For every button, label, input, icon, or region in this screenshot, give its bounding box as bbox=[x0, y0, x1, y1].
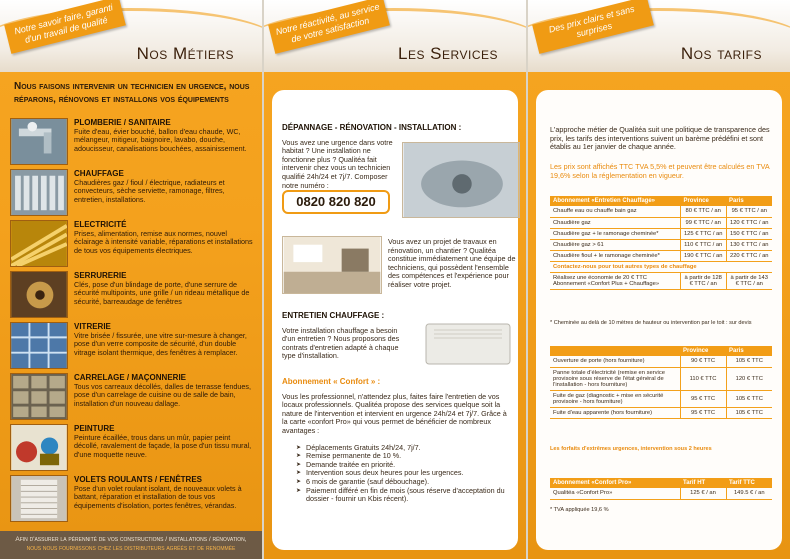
cell: Panne totale d'électricité (remise en service provisoire sous réserve de l'état général de l'installation - hors fourniture) bbox=[550, 367, 680, 390]
table-row bbox=[550, 407, 772, 418]
t3-header: Tarif TTC bbox=[726, 478, 772, 488]
t3-note: * TVA appliquée 19,6 % bbox=[550, 507, 609, 513]
metier-title: PLOMBERIE / SANITAIRE bbox=[74, 118, 171, 127]
metier-title: SERRURERIE bbox=[74, 271, 127, 280]
table-row bbox=[550, 261, 772, 272]
paint-image bbox=[10, 424, 68, 471]
cell: 120 € TTC / an bbox=[726, 217, 772, 228]
cell: à partir de 143 € TTC / an bbox=[726, 272, 772, 289]
cell: Chaudière fioul + le ramonage cheminée* bbox=[550, 250, 680, 261]
metier-title: CARRELAGE / MAÇONNERIE bbox=[74, 373, 187, 382]
table-row bbox=[550, 272, 772, 289]
benefit-item: ➤ Paiement différé en fin de mois (sous réserve d'acceptation du dossier - fournir un Kbis récent). bbox=[296, 487, 510, 504]
cell: 95 € TTC / an bbox=[726, 206, 772, 217]
depannage-text: Vous avez une urgence dans votre habitat ? Une installation ne fonctionne plus ? Qualitéa fait intervenir chez vous un technicien qualifié 24h/24 et 7j/7. Composer notre numéro : bbox=[282, 137, 393, 190]
table-urgences bbox=[550, 346, 772, 419]
depannage-title: DÉPANNAGE - RÉNOVATION - INSTALLATION : bbox=[282, 123, 462, 132]
cell: 80 € TTC / an bbox=[680, 206, 726, 217]
header-metiers bbox=[0, 0, 262, 72]
cables-image bbox=[10, 220, 68, 267]
table-row bbox=[550, 206, 772, 217]
cell: Fuite d'eau apparente (hors fourniture) bbox=[550, 407, 680, 418]
faucet-image bbox=[10, 118, 68, 165]
metier-plomberie bbox=[10, 118, 254, 169]
table-row bbox=[550, 250, 772, 261]
t2-header: Province bbox=[680, 346, 726, 356]
table-row bbox=[550, 367, 772, 390]
table-row bbox=[550, 488, 772, 499]
header-tarifs bbox=[528, 0, 790, 72]
metier-title: ELECTRICITÉ bbox=[74, 220, 127, 229]
tagline-metiers: Notre savoir faire, garanti d'un travail de qualité bbox=[4, 0, 126, 54]
metier-chauffage bbox=[10, 169, 254, 220]
metier-text: Fuite d'eau, évier bouché, ballon d'eau chaude, WC, mélangeur, mitigeur, baignoire, lavabo, douche, adoucisseur, canalisations bouchées, assainissement. bbox=[74, 126, 247, 153]
footer-line-1: Afin d'assurer la pérennité de vos constructions / installations / rénovation, bbox=[15, 536, 247, 543]
cell: Chaudière gaz > 61 bbox=[550, 239, 680, 250]
t1-header: Paris bbox=[726, 196, 772, 206]
metier-title: VOLETS ROULANTS / FENÊTRES bbox=[74, 475, 203, 484]
cell: 90 € TTC bbox=[680, 356, 726, 367]
cell: 130 € TTC / an bbox=[726, 239, 772, 250]
footer-line-2: nous nous fournissons chez les distributeurs agréés et de renommée bbox=[26, 545, 236, 552]
cell: 105 € TTC bbox=[726, 407, 772, 418]
metier-title: CHAUFFAGE bbox=[74, 169, 124, 178]
cell: 95 € TTC bbox=[680, 390, 726, 407]
cell: à partir de 128 € TTC / an bbox=[680, 272, 726, 289]
confort-text: Vous les professionnel, n'attendez plus, faites faire l'entretien de vos locaux professionnels. Qualitéa propose des services quelque soit la nature de l'intervention et intervient en urgence 24h/24 et 7j/7. Grâce à la carte «confort Pro» qui vous permet de bénéficier de nombreux avantages : bbox=[282, 391, 507, 435]
chauffage-block bbox=[282, 312, 410, 361]
metier-list bbox=[10, 118, 254, 526]
table-row bbox=[550, 239, 772, 250]
cell: 120 € TTC bbox=[726, 367, 772, 390]
t2-header: Paris bbox=[726, 346, 772, 356]
tarifs-intro: L'approche métier de Qualitéa suit une politique de transparence des prix, les tarifs des interventions suivent un barème prédéfini et sont établis au 1er janvier de chaque année. bbox=[550, 125, 770, 152]
cell: 150 € TTC / an bbox=[726, 228, 772, 239]
cell: 105 € TTC bbox=[726, 390, 772, 407]
metier-serrurerie bbox=[10, 271, 254, 322]
metier-carrelage bbox=[10, 373, 254, 424]
sink-image bbox=[402, 142, 520, 218]
metier-text: Vitre brisée / fissurée, une vitre sur-mesure à changer, pose d'un verre composite de sécurité, d'un double vitrage isolant thermique, des fenêtres à remplacer. bbox=[74, 330, 247, 357]
chauffage-text: Votre installation chauffage a besoin d'un entretien ? Nous proposons des contrats d'entretien adapté à chaque type d'installation. bbox=[282, 325, 400, 361]
cell: Réalisez une économie de 20 € TTC Abonnement «Confort Plus + Chauffage» bbox=[550, 272, 680, 289]
confort-title: Abonnement « Confort » : bbox=[282, 377, 381, 386]
title-services: Les Services bbox=[398, 44, 498, 63]
cell: 149.5 € / an bbox=[726, 488, 772, 499]
table-row bbox=[550, 356, 772, 367]
cell: 110 € TTC bbox=[680, 367, 726, 390]
cell: Chaudière gaz bbox=[550, 217, 680, 228]
chauffage-title: ENTRETIEN CHAUFFAGE : bbox=[282, 311, 385, 320]
metier-title: PEINTURE bbox=[74, 424, 115, 433]
t1-header: Province bbox=[680, 196, 726, 206]
benefit-item: ➤ Demande traitée en priorité. bbox=[296, 461, 510, 470]
cell: 220 € TTC / an bbox=[726, 250, 772, 261]
cell: Qualitéa «Confort Pro» bbox=[550, 488, 680, 499]
confort-benefits bbox=[296, 444, 510, 504]
radiator-image bbox=[422, 318, 514, 370]
radiator-image bbox=[10, 169, 68, 216]
glass-image bbox=[10, 322, 68, 369]
cell: Chaudière gaz + le ramonage cheminée* bbox=[550, 228, 680, 239]
tiles-image bbox=[10, 373, 68, 420]
cell: 190 € TTC / an bbox=[680, 250, 726, 261]
cell: Fuite de gaz (diagnostic + mise en sécurité provisoire - hors fourniture) bbox=[550, 390, 680, 407]
cell: 125 € / an bbox=[680, 488, 726, 499]
contact-cell: Contactez-nous pour tout autres types de chauffage bbox=[550, 261, 772, 272]
cell: 125 € TTC / an bbox=[680, 228, 726, 239]
cell: 110 € TTC / an bbox=[680, 239, 726, 250]
benefit-item: ➤ 6 mois de garantie (sauf débouchage). bbox=[296, 478, 510, 487]
lock-image bbox=[10, 271, 68, 318]
metier-peinture bbox=[10, 424, 254, 475]
renov-text: Vous avez un projet de travaux en rénovation, un chantier ? Qualitéa constitue immédiatement une équipe de techniciens, qui possèdent l'ensemble des compétences et l'expérience pour réaliser votre projet. bbox=[388, 237, 516, 289]
depannage-block bbox=[282, 123, 462, 190]
panel-tarifs bbox=[528, 0, 790, 559]
benefit-item: ➤ Déplacements Gratuits 24h/24, 7j/7. bbox=[296, 444, 510, 453]
cell: 95 € TTC bbox=[680, 407, 726, 418]
shutter-image bbox=[10, 475, 68, 522]
table-row bbox=[550, 217, 772, 228]
t2-header bbox=[550, 346, 680, 356]
intro-metiers: Nous faisons intervenir un technicien en urgence, nous réparons, rénovons et installons vos équipements bbox=[14, 81, 250, 105]
table-row bbox=[550, 390, 772, 407]
tagline-services: Notre réactivité, au service de votre satisfaction bbox=[268, 0, 390, 54]
tagline-tarifs: Des prix clairs et sans surprises bbox=[532, 0, 654, 54]
title-metiers: Nos Métiers bbox=[136, 44, 234, 63]
metier-volets bbox=[10, 475, 254, 526]
metier-title: VITRERIE bbox=[74, 322, 111, 331]
panel-services bbox=[264, 0, 526, 559]
metier-text: Tous vos carreaux décollés, dalles de terrasse fendues, pose d'un carrelage de cuisine ou de salle de bain, installation d'un nouveau dallage. bbox=[74, 381, 251, 408]
metier-text: Chaudières gaz / fioul / électrique, radiateurs et convecteurs, sèche serviette, ramonage, filtres, entretien, installations. bbox=[74, 177, 225, 204]
kitchen-image bbox=[282, 236, 382, 294]
cell: 99 € TTC / an bbox=[680, 217, 726, 228]
t1-note: * Cheminée au delà de 10 mètres de hauteur ou intervention par le toit : sur devis bbox=[550, 320, 752, 326]
tarifs-tva: Les prix sont affichés TTC TVA 5,5% et peuvent être calculés en TVA 19,6% selon la réglementation en vigueur. bbox=[550, 162, 770, 180]
cell: Chauffe eau ou chauffe bain gaz bbox=[550, 206, 680, 217]
t3-header: Tarif HT bbox=[680, 478, 726, 488]
t2-note: Les forfaits d'extrêmes urgences, intervention sous 2 heures bbox=[550, 446, 712, 452]
cell: 105 € TTC bbox=[726, 356, 772, 367]
table-row bbox=[550, 228, 772, 239]
cell: Ouverture de porte (hors fourniture) bbox=[550, 356, 680, 367]
metier-text: Clés, pose d'un blindage de porte, d'une serrure de sécurité multipoints, une grille / un rideau métallique de sécurité, barreaudage de fenêtres bbox=[74, 279, 250, 306]
benefit-item: ➤ Remise permanente de 10 %. bbox=[296, 452, 510, 461]
t3-header: Abonnement «Confort Pro» bbox=[550, 478, 680, 488]
t1-header: Abonnement «Entretien Chauffage» bbox=[550, 196, 680, 206]
benefit-item: ➤ Intervention sous deux heures pour les urgences. bbox=[296, 469, 510, 478]
metier-text: Pose d'un volet roulant isolant, de nouveaux volets à battant, réparation et installation de tous vos équipements d'isolation, portes fenêtres, vérandas. bbox=[74, 483, 242, 510]
metier-text: Peinture écaillée, trous dans un mûr, papier peint décollé, ravalement de façade, la pose d'un tissu mural, d'une moquette neuve. bbox=[74, 432, 252, 459]
panel-metiers bbox=[0, 0, 262, 559]
confort-block bbox=[282, 378, 510, 504]
metier-vitrerie bbox=[10, 322, 254, 373]
footer-note bbox=[0, 531, 262, 559]
table-entretien bbox=[550, 196, 772, 290]
metier-text: Prises, alimentation, remise aux normes, nouvel éclairage à intensité variable, réparations et installations de tous vos équipements électriques. bbox=[74, 228, 253, 255]
header-services bbox=[264, 0, 526, 72]
title-tarifs: Nos tarifs bbox=[680, 44, 762, 63]
phone-number[interactable]: 0820 820 820 bbox=[282, 190, 390, 214]
table-confort-pro bbox=[550, 478, 772, 500]
metier-electricite bbox=[10, 220, 254, 271]
